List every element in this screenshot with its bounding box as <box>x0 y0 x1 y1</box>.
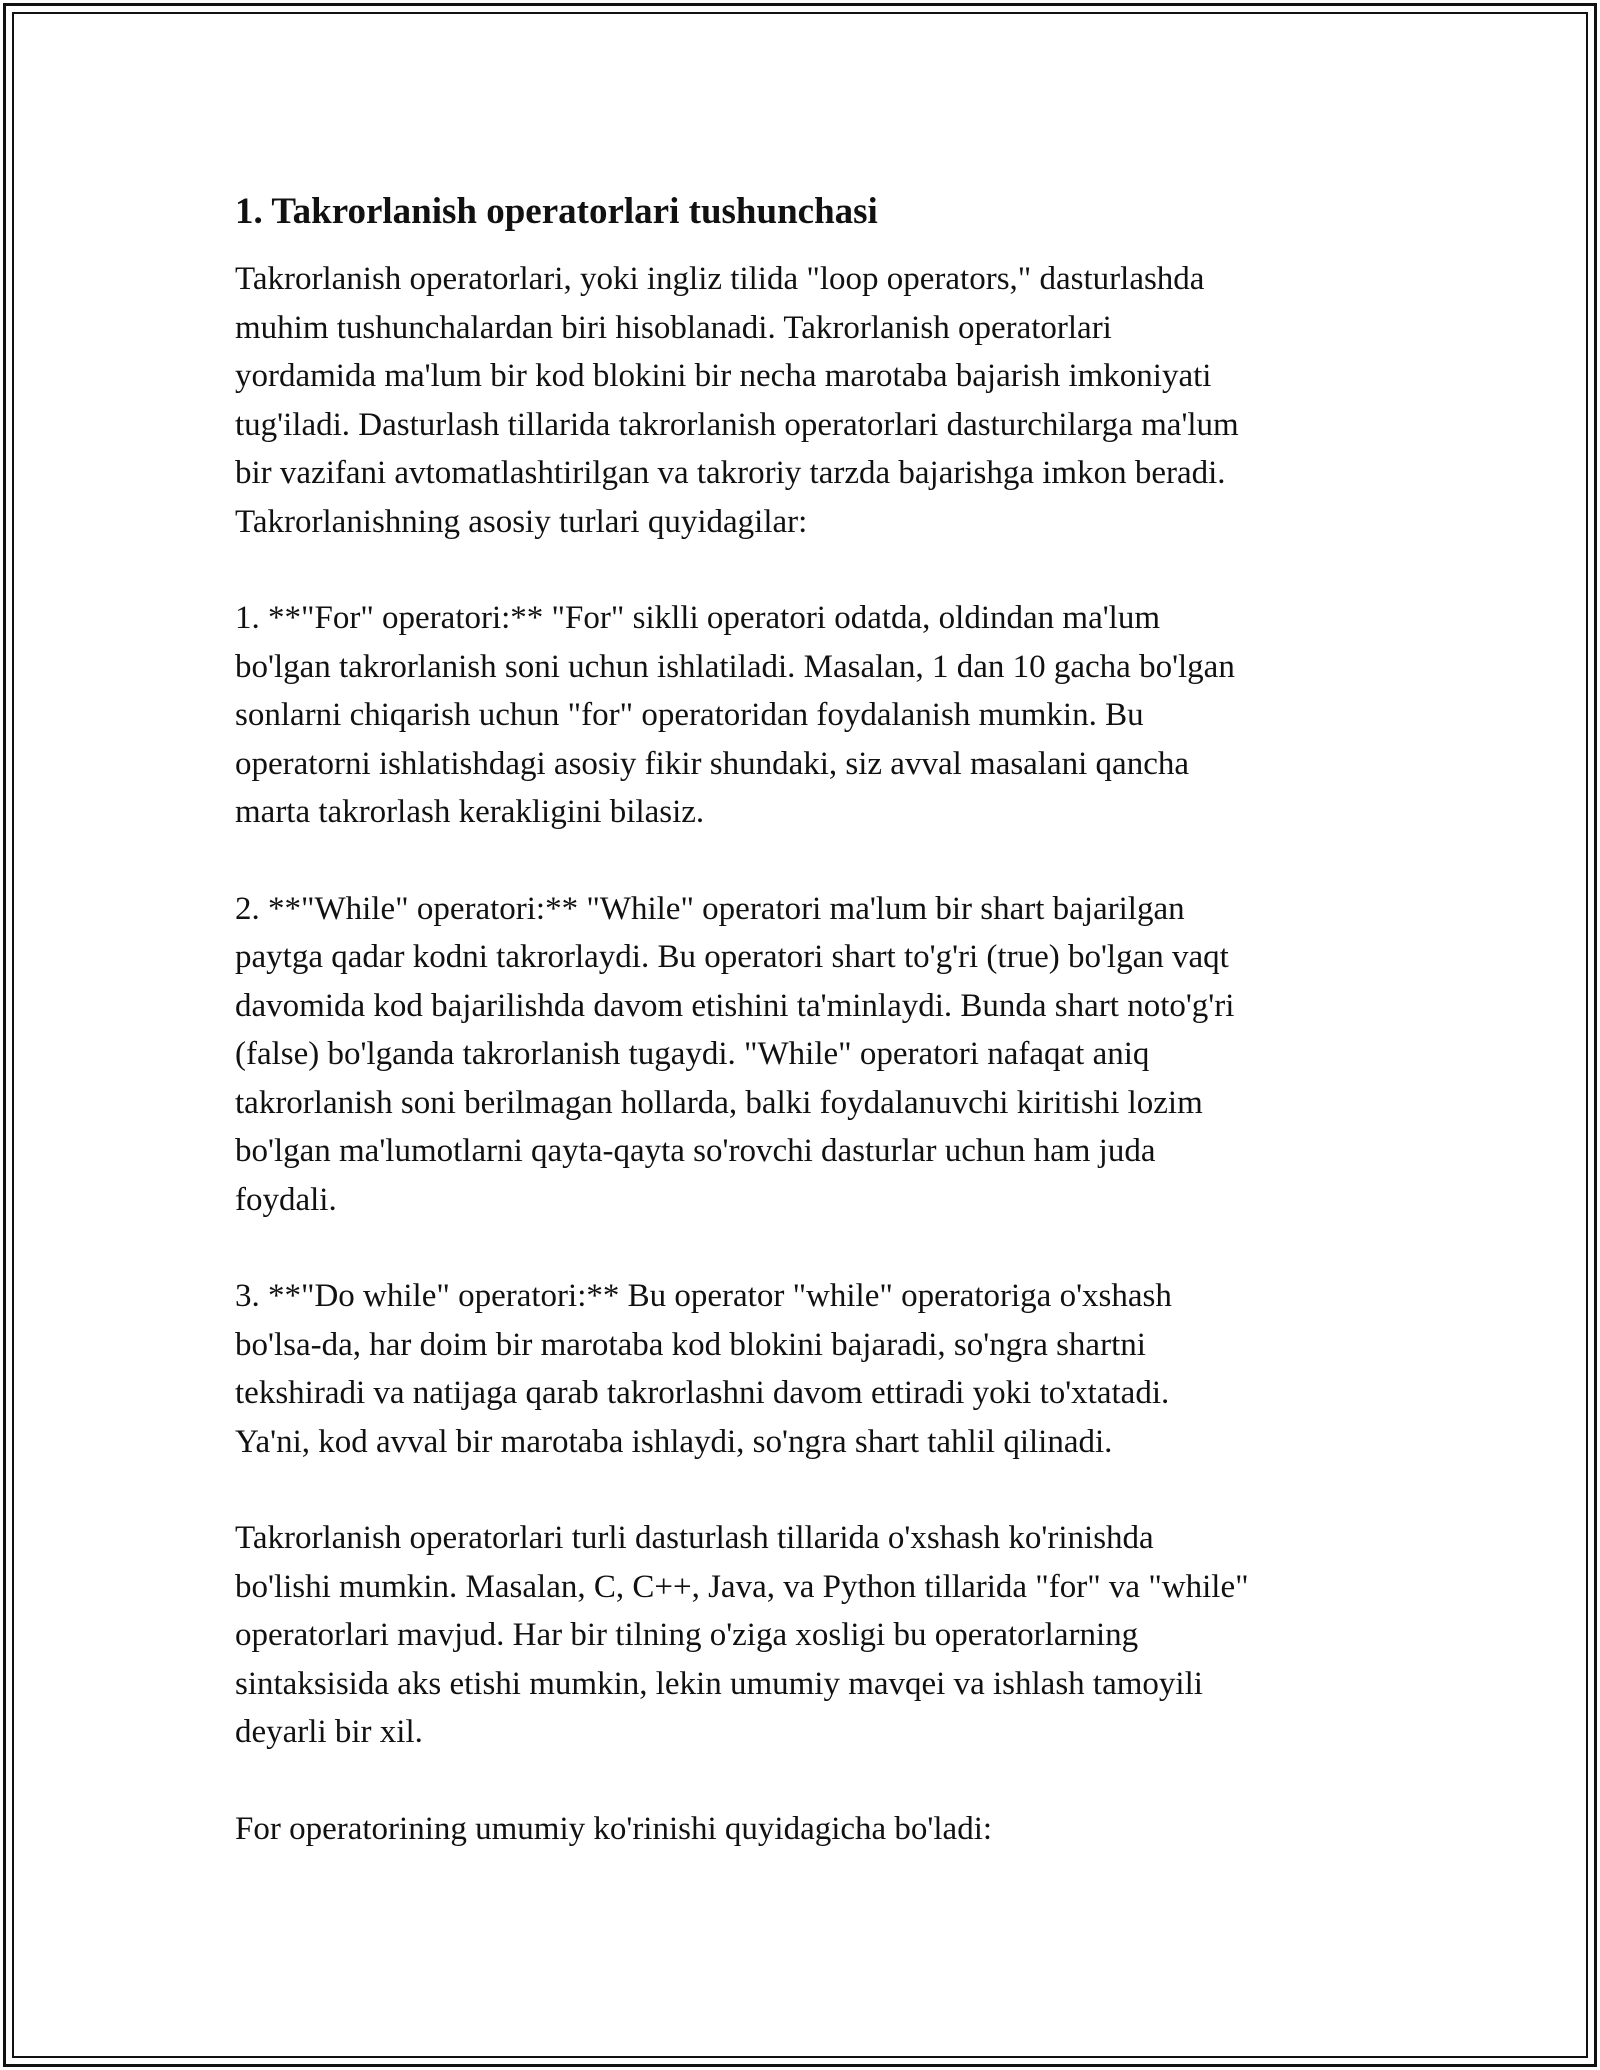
paragraph-languages: Takrorlanish operatorlari turli dasturlash tillarida o'xshash ko'rinishda bo'lishi mumkin. Masalan, C, C++, Java, va Python tillarida "for" va "while" operatorlari mavjud. Har bir tilning o'ziga xosligi bu operatorlarning sintaksisida aks etishi mumkin, lekin umumiy mavqei va ishlash tamoyili deyarli bir xil. <box>235 1520 1249 1750</box>
paragraph-for-operator: 1. **"For" operatori:** "For" siklli operatori odatda, oldindan ma'lum bo'lgan takrorlanish soni uchun ishlatiladi. Masalan, 1 dan 10 gacha bo'lgan sonlarni chiqarish uchun "for" operatoridan foydalanish mumkin. Bu operatorni ishlatishdagi asosiy fikir shundaki, siz avval masalani qancha marta takrorlash kerakligini bilasiz. <box>235 600 1235 830</box>
paragraph-for-syntax-intro: For operatorining umumiy ko'rinishi quyidagicha bo'ladi: <box>235 1810 993 1847</box>
document-body <box>235 185 1375 1853</box>
section-heading: 1. Takrorlanish operatorlari tushunchasi <box>235 191 878 232</box>
paragraph-while-operator: 2. **"While" operatori:** "While" operatori ma'lum bir shart bajarilgan paytga qadar kodni takrorlaydi. Bu operatori shart to'g'ri (true) bo'lgan vaqt davomida kod bajarilishda davom etishini ta'minlaydi. Bunda shart noto'g'ri (false) bo'lganda takrorlanish tugaydi. "While" operatori nafaqat aniq takrorlanish soni berilmagan hollarda, balki foydalanuvchi kiritishi lozim bo'lgan ma'lumotlarni qayta-qayta so'rovchi dasturlar uchun ham juda foydali. <box>235 890 1235 1218</box>
paragraph-do-while-operator: 3. **"Do while" operatori:** Bu operator "while" operatoriga o'xshash bo'lsa-da, har doim bir marotaba kod blokini bajaradi, so'ngra shartni tekshiradi va natijaga qarab takrorlashni davom ettiradi yoki to'xtatadi. Ya'ni, kod avval bir marotaba ishlaydi, so'ngra shart tahlil qilinadi. <box>235 1278 1172 1460</box>
paragraph-intro: Takrorlanish operatorlari, yoki ingliz tilida "loop operators," dasturlashda muhim tushunchalardan biri hisoblanadi. Takrorlanish operatorlari yordamida ma'lum bir kod blokini bir necha marotaba bajarish imkoniyati tug'iladi. Dasturlash tillarida takrorlanish operatorlari dasturchilarga ma'lum bir vazifani avtomatlashtirilgan va takroriy tarzda bajarishga imkon beradi. Takrorlanishning asosiy turlari quyidagilar: <box>235 261 1239 540</box>
